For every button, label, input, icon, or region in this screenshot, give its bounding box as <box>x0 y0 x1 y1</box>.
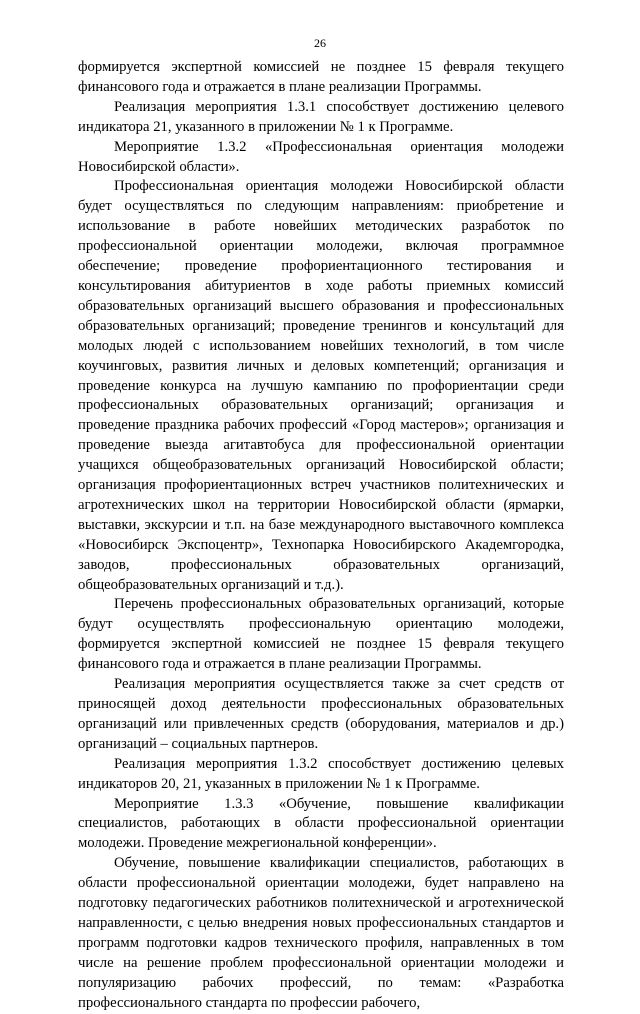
paragraph: Обучение, повышение квалификации специалистов, работающих в области профессиональной ориентации молодежи, будет направлено на подготовку педагогических работников политехнической и агротехнической направленности, с целью внедрения новых профессиональных стандартов и программ подготовки кадров технического профиля, направленных в том числе на решение проблем профессиональной ориентации молодежи и популяризацию рабочих профессий, по темам: «Разработка профессионального стандарта по профессии рабочего, <box>78 855 564 1011</box>
paragraph: Реализация мероприятия осуществляется также за счет средств от приносящей доход деятельности профессиональных образовательных организаций или привлеченных средств (оборудования, материалов и др.) организаций – социальных партнеров. <box>78 676 564 752</box>
paragraph: Перечень профессиональных образовательных организаций, которые будут осуществлять профессиональную ориентацию молодежи, формируется экспертной комиссией не позднее 15 февраля текущего финансового года и отражается в плане реализации Программы. <box>78 596 564 673</box>
page-number: 26 <box>314 36 326 50</box>
paragraph-heading: Мероприятие 1.3.2 «Профессиональная ориентация молодежи Новосибирской области». <box>78 138 564 175</box>
paragraph-continuation: формируется экспертной комиссией не позднее 15 февраля текущего финансового года и отражается в плане реализации Программы. <box>78 59 564 95</box>
paragraph: Профессиональная ориентация молодежи Новосибирской области будет осуществляться по следующим направлениям: приобретение и использование в работе новейших методических разработок по профессиональной ориентации молодежи, включая программное обеспечение; проведение профориентационного тестирования и консультирования абитуриентов в ходе работы приемных комиссий образовательных организаций высшего образования и профессиональных образовательных организаций; проведение тренингов и консультаций для молодых людей с использованием новейших технологий, в том числе коучинговых, развития личных и деловых компетенций; организация и проведение конкурса на лучшую кампанию по профориентации среди профессиональных образовательных организаций; организация и проведение праздника рабочих профессий «Город мастеров»; организация и проведение выезда агитавтобуса для профессиональной ориентации учащихся общеобразовательных организаций Новосибирской области; организация профориентационных встреч участников политехнических и агротехнических школ на территории Новосибирской области (ярмарки, выставки, экскурсии и т.п. на базе международного выставочного комплекса «Новосибирск Экспоцентр», Технопарка Новосибирского Академгородка, заводов, профессиональных образовательных организаций, общеобразовательных организаций и т.д.). <box>78 178 564 593</box>
paragraph: Реализация мероприятия 1.3.2 способствует достижению целевых индикаторов 20, 21, указанных в приложении № 1 к Программе. <box>78 755 564 792</box>
body-text <box>78 58 564 1014</box>
paragraph-heading: Мероприятие 1.3.3 «Обучение, повышение квалификации специалистов, работающих в области профессиональной ориентации молодежи. Проведение межрегиональной конференции». <box>78 795 564 852</box>
paragraph: Реализация мероприятия 1.3.1 способствует достижению целевого индикатора 21, указанного в приложении № 1 к Программе. <box>78 98 564 135</box>
